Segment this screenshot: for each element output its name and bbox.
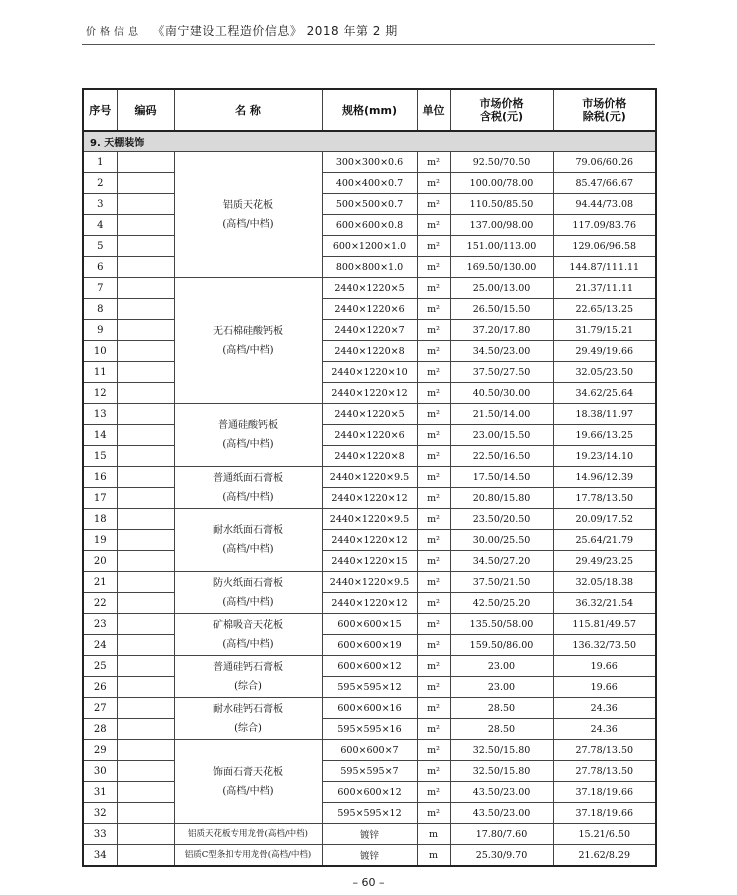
cell-spec: 600×600×16 [322,698,417,719]
cell-seq: 20 [83,551,117,572]
cell-seq: 15 [83,446,117,467]
col-header-code: 编码 [117,89,174,131]
table-row [83,656,656,677]
cell-seq: 14 [83,425,117,446]
cell-price-tax: 169.50/130.00 [450,257,553,278]
cell-price-tax: 23.00/15.50 [450,425,553,446]
cell-price-notax: 21.62/8.29 [553,845,656,867]
cell-name-line1: 铝质C型条扣专用龙骨(高档/中档) [184,849,312,860]
table-row [83,173,656,194]
cell-price-tax: 22.50/16.50 [450,446,553,467]
cell-code [117,656,174,677]
cell-unit: m² [417,383,450,404]
cell-code [117,341,174,362]
cell-spec: 595×595×12 [322,677,417,698]
cell-name-line1: 普通纸面石膏板 [213,472,283,484]
col-header-name: 名 称 [174,89,322,131]
cell-spec: 2440×1220×8 [322,341,417,362]
cell-spec: 595×595×12 [322,803,417,824]
col-header-price-notax-line2: 除税(元) [582,110,626,123]
cell-name [174,614,322,656]
cell-name [174,404,322,467]
cell-seq: 3 [83,194,117,215]
table-header-row [83,89,656,131]
cell-price-tax: 25.00/13.00 [450,278,553,299]
cell-name-line2: (综合) [234,680,262,692]
cell-spec: 600×600×12 [322,782,417,803]
cell-unit: m² [417,593,450,614]
cell-code [117,215,174,236]
cell-price-notax: 17.78/13.50 [553,488,656,509]
col-header-seq: 序号 [83,89,117,131]
cell-price-notax: 22.65/13.25 [553,299,656,320]
cell-code [117,677,174,698]
cell-name [174,152,322,278]
cell-code [117,488,174,509]
cell-spec: 2440×1220×5 [322,404,417,425]
cell-unit: m² [417,278,450,299]
cell-price-notax: 24.36 [553,698,656,719]
cell-name-line2: (高档/中档) [222,785,274,797]
cell-price-notax: 37.18/19.66 [553,782,656,803]
cell-price-tax: 151.00/113.00 [450,236,553,257]
cell-spec: 600×600×15 [322,614,417,635]
cell-price-tax: 32.50/15.80 [450,761,553,782]
table-row [83,299,656,320]
cell-price-tax: 137.00/98.00 [450,215,553,236]
cell-price-tax: 42.50/25.20 [450,593,553,614]
cell-spec: 2440×1220×9.5 [322,572,417,593]
cell-unit: m² [417,782,450,803]
cell-price-notax: 27.78/13.50 [553,740,656,761]
cell-name-line2: (高档/中档) [222,439,274,450]
cell-name-line2: (高档/中档) [222,218,274,230]
table-row [83,257,656,278]
cell-price-notax: 29.49/19.66 [553,341,656,362]
cell-name [174,509,322,572]
cell-spec: 595×595×7 [322,761,417,782]
cell-unit: m² [417,215,450,236]
cell-spec: 600×600×7 [322,740,417,761]
cell-price-notax: 19.66/13.25 [553,425,656,446]
cell-price-tax: 23.00 [450,677,553,698]
cell-name-line1: 普通硅钙石膏板 [213,661,283,673]
cell-code [117,152,174,173]
cell-name [174,824,322,845]
cell-price-tax: 26.50/15.50 [450,299,553,320]
cell-unit: m² [417,404,450,425]
cell-seq: 9 [83,320,117,341]
cell-name-line1: 无石棉硅酸钙板 [213,325,283,337]
cell-price-tax: 159.50/86.00 [450,635,553,656]
cell-name-line1: 饰面石膏天花板 [213,766,283,778]
cell-spec: 2440×1220×6 [322,425,417,446]
cell-code [117,362,174,383]
cell-price-tax: 17.50/14.50 [450,467,553,488]
cell-price-notax: 15.21/6.50 [553,824,656,845]
table-row [83,614,656,635]
section-row [83,131,656,152]
cell-code [117,782,174,803]
cell-code [117,425,174,446]
cell-price-notax: 24.36 [553,719,656,740]
header-brand: 价格信息 [86,27,142,38]
cell-code [117,719,174,740]
cell-spec: 600×600×0.8 [322,215,417,236]
cell-unit: m² [417,467,450,488]
cell-price-notax: 36.32/21.54 [553,593,656,614]
cell-spec: 2440×1220×5 [322,278,417,299]
cell-seq: 27 [83,698,117,719]
cell-price-notax: 32.05/18.38 [553,572,656,593]
section-title: 9. 天棚装饰 [83,131,656,152]
cell-price-tax: 17.80/7.60 [450,824,553,845]
cell-spec: 600×1200×1.0 [322,236,417,257]
cell-price-tax: 23.50/20.50 [450,509,553,530]
table-row [83,404,656,425]
table-row [83,215,656,236]
cell-code [117,383,174,404]
cell-seq: 1 [83,152,117,173]
cell-price-tax: 25.30/9.70 [450,845,553,867]
table-row [83,740,656,761]
cell-name-line2: (高档/中档) [222,638,274,650]
cell-code [117,740,174,761]
cell-seq: 28 [83,719,117,740]
cell-code [117,530,174,551]
cell-seq: 8 [83,299,117,320]
cell-price-notax: 29.49/23.25 [553,551,656,572]
cell-price-notax: 19.66 [553,677,656,698]
cell-seq: 34 [83,845,117,867]
cell-seq: 13 [83,404,117,425]
cell-name-line1: 防火纸面石膏板 [213,577,283,589]
cell-code [117,824,174,845]
cell-price-notax: 21.37/11.11 [553,278,656,299]
cell-price-notax: 19.66 [553,656,656,677]
cell-unit: m² [417,341,450,362]
cell-seq: 18 [83,509,117,530]
cell-unit: m² [417,698,450,719]
cell-price-tax: 43.50/23.00 [450,782,553,803]
cell-seq: 6 [83,257,117,278]
table-row [83,194,656,215]
cell-code [117,509,174,530]
col-header-price-notax [553,89,656,131]
table-row [83,278,656,299]
cell-price-notax: 20.09/17.52 [553,509,656,530]
table-row [83,467,656,488]
cell-code [117,761,174,782]
cell-name-line1: 铝质天花板 [223,199,273,211]
cell-price-tax: 32.50/15.80 [450,740,553,761]
table-row [83,803,656,824]
cell-price-notax: 129.06/96.58 [553,236,656,257]
cell-code [117,299,174,320]
cell-price-tax: 37.50/27.50 [450,362,553,383]
table-row [83,320,656,341]
cell-name-line2: (高档/中档) [222,596,274,608]
cell-spec: 2440×1220×6 [322,299,417,320]
cell-name-line2: (高档/中档) [222,544,274,555]
cell-seq: 2 [83,173,117,194]
cell-name [174,656,322,698]
cell-price-notax: 85.47/66.67 [553,173,656,194]
cell-code [117,635,174,656]
cell-name-line1: 耐水纸面石膏板 [213,525,283,536]
table-row [83,677,656,698]
cell-price-notax: 115.81/49.57 [553,614,656,635]
cell-unit: m² [417,320,450,341]
cell-unit: m² [417,236,450,257]
cell-seq: 30 [83,761,117,782]
cell-price-tax: 37.50/21.50 [450,572,553,593]
cell-unit: m² [417,257,450,278]
cell-price-notax: 19.23/14.10 [553,446,656,467]
cell-seq: 12 [83,383,117,404]
cell-spec: 2440×1220×12 [322,530,417,551]
cell-price-tax: 28.50 [450,719,553,740]
cell-unit: m² [417,614,450,635]
cell-name-line1: 铝质天花板专用龙骨(高档/中档) [188,828,308,839]
cell-code [117,698,174,719]
cell-price-notax: 79.06/60.26 [553,152,656,173]
header-title: 《南宁建设工程造价信息》 2018 年第 2 期 [152,24,398,38]
cell-seq: 31 [83,782,117,803]
table-row [83,362,656,383]
cell-code [117,404,174,425]
cell-unit: m² [417,194,450,215]
cell-name [174,278,322,404]
cell-spec: 2440×1220×12 [322,383,417,404]
cell-unit: m² [417,446,450,467]
table-row [83,782,656,803]
cell-price-tax: 21.50/14.00 [450,404,553,425]
cell-code [117,593,174,614]
cell-seq: 22 [83,593,117,614]
cell-spec: 2440×1220×9.5 [322,467,417,488]
cell-unit: m [417,824,450,845]
cell-spec: 2440×1220×12 [322,593,417,614]
cell-seq: 25 [83,656,117,677]
cell-code [117,551,174,572]
cell-code [117,257,174,278]
cell-spec: 镀锌 [322,824,417,845]
col-header-price-tax [450,89,553,131]
cell-spec: 2440×1220×10 [322,362,417,383]
col-header-unit: 单位 [417,89,450,131]
cell-price-tax: 110.50/85.50 [450,194,553,215]
cell-unit: m² [417,488,450,509]
cell-price-notax: 34.62/25.64 [553,383,656,404]
table-row [83,509,656,530]
table-row [83,761,656,782]
cell-name-line1: 矿棉吸音天花板 [213,619,283,631]
table-row [83,593,656,614]
cell-unit: m² [417,173,450,194]
table-body [83,131,656,866]
cell-unit: m² [417,152,450,173]
cell-price-notax: 27.78/13.50 [553,761,656,782]
cell-code [117,236,174,257]
table-row [83,551,656,572]
cell-price-tax: 34.50/27.20 [450,551,553,572]
table-row [83,824,656,845]
cell-spec: 2440×1220×9.5 [322,509,417,530]
cell-name-line1: 耐水硅钙石膏板 [213,703,283,715]
cell-seq: 24 [83,635,117,656]
cell-seq: 19 [83,530,117,551]
table-row [83,635,656,656]
table-row [83,152,656,173]
cell-price-tax: 135.50/58.00 [450,614,553,635]
cell-price-tax: 92.50/70.50 [450,152,553,173]
cell-price-tax: 30.00/25.50 [450,530,553,551]
page-number: – 60 – [352,876,385,889]
col-header-spec: 规格(mm) [322,89,417,131]
cell-price-tax: 34.50/23.00 [450,341,553,362]
cell-unit: m² [417,362,450,383]
cell-code [117,845,174,867]
cell-seq: 26 [83,677,117,698]
cell-price-notax: 117.09/83.76 [553,215,656,236]
cell-spec: 595×595×16 [322,719,417,740]
cell-name [174,467,322,509]
cell-name [174,698,322,740]
cell-name-line1: 普通硅酸钙板 [218,420,278,431]
table-row [83,446,656,467]
cell-seq: 5 [83,236,117,257]
table-row [83,236,656,257]
cell-price-notax: 144.87/111.11 [553,257,656,278]
cell-unit: m² [417,425,450,446]
cell-price-notax: 14.96/12.39 [553,467,656,488]
cell-spec: 800×800×1.0 [322,257,417,278]
cell-price-notax: 25.64/21.79 [553,530,656,551]
cell-unit: m² [417,677,450,698]
header-divider [82,44,655,45]
cell-name [174,572,322,614]
cell-code [117,446,174,467]
cell-price-tax: 43.50/23.00 [450,803,553,824]
cell-unit: m² [417,761,450,782]
cell-spec: 镀锌 [322,845,417,867]
cell-name-line2: (高档/中档) [222,344,274,356]
cell-seq: 4 [83,215,117,236]
cell-seq: 17 [83,488,117,509]
cell-price-tax: 100.00/78.00 [450,173,553,194]
cell-seq: 33 [83,824,117,845]
table-row [83,572,656,593]
cell-price-tax: 20.80/15.80 [450,488,553,509]
cell-seq: 7 [83,278,117,299]
cell-code [117,467,174,488]
cell-name-line2: (综合) [234,722,262,734]
cell-seq: 32 [83,803,117,824]
cell-code [117,278,174,299]
cell-unit: m² [417,635,450,656]
cell-price-tax: 23.00 [450,656,553,677]
cell-spec: 2440×1220×7 [322,320,417,341]
cell-spec: 400×400×0.7 [322,173,417,194]
cell-code [117,803,174,824]
cell-price-notax: 37.18/19.66 [553,803,656,824]
cell-price-notax: 18.38/11.97 [553,404,656,425]
cell-code [117,194,174,215]
cell-unit: m² [417,656,450,677]
col-header-price-notax-line1: 市场价格 [582,97,627,110]
col-header-price-tax-line1: 市场价格 [479,97,524,110]
table-row [83,698,656,719]
cell-price-tax: 28.50 [450,698,553,719]
cell-unit: m² [417,719,450,740]
cell-spec: 2440×1220×8 [322,446,417,467]
price-table-container [82,88,655,864]
table-row [83,383,656,404]
cell-unit: m² [417,299,450,320]
cell-code [117,173,174,194]
cell-unit: m² [417,803,450,824]
cell-unit: m [417,845,450,867]
cell-price-tax: 37.20/17.80 [450,320,553,341]
cell-spec: 2440×1220×15 [322,551,417,572]
cell-spec: 600×600×12 [322,656,417,677]
cell-unit: m² [417,509,450,530]
cell-unit: m² [417,530,450,551]
cell-name-line2: (高档/中档) [222,491,274,503]
col-header-price-tax-line2: 含税(元) [479,110,524,123]
cell-seq: 21 [83,572,117,593]
cell-seq: 23 [83,614,117,635]
cell-seq: 29 [83,740,117,761]
cell-code [117,320,174,341]
cell-name [174,845,322,867]
page-header [86,22,398,39]
cell-price-notax: 32.05/23.50 [553,362,656,383]
cell-code [117,572,174,593]
cell-code [117,614,174,635]
cell-unit: m² [417,572,450,593]
cell-unit: m² [417,740,450,761]
cell-unit: m² [417,551,450,572]
cell-price-notax: 31.79/15.21 [553,320,656,341]
cell-spec: 600×600×19 [322,635,417,656]
table-row [83,341,656,362]
price-table [82,88,657,867]
cell-name [174,740,322,824]
table-row [83,425,656,446]
cell-spec: 2440×1220×12 [322,488,417,509]
table-row [83,488,656,509]
cell-price-tax: 40.50/30.00 [450,383,553,404]
cell-spec: 500×500×0.7 [322,194,417,215]
cell-seq: 10 [83,341,117,362]
cell-seq: 11 [83,362,117,383]
cell-seq: 16 [83,467,117,488]
table-row [83,845,656,867]
cell-price-notax: 136.32/73.50 [553,635,656,656]
table-row [83,719,656,740]
cell-spec: 300×300×0.6 [322,152,417,173]
table-row [83,530,656,551]
cell-price-notax: 94.44/73.08 [553,194,656,215]
